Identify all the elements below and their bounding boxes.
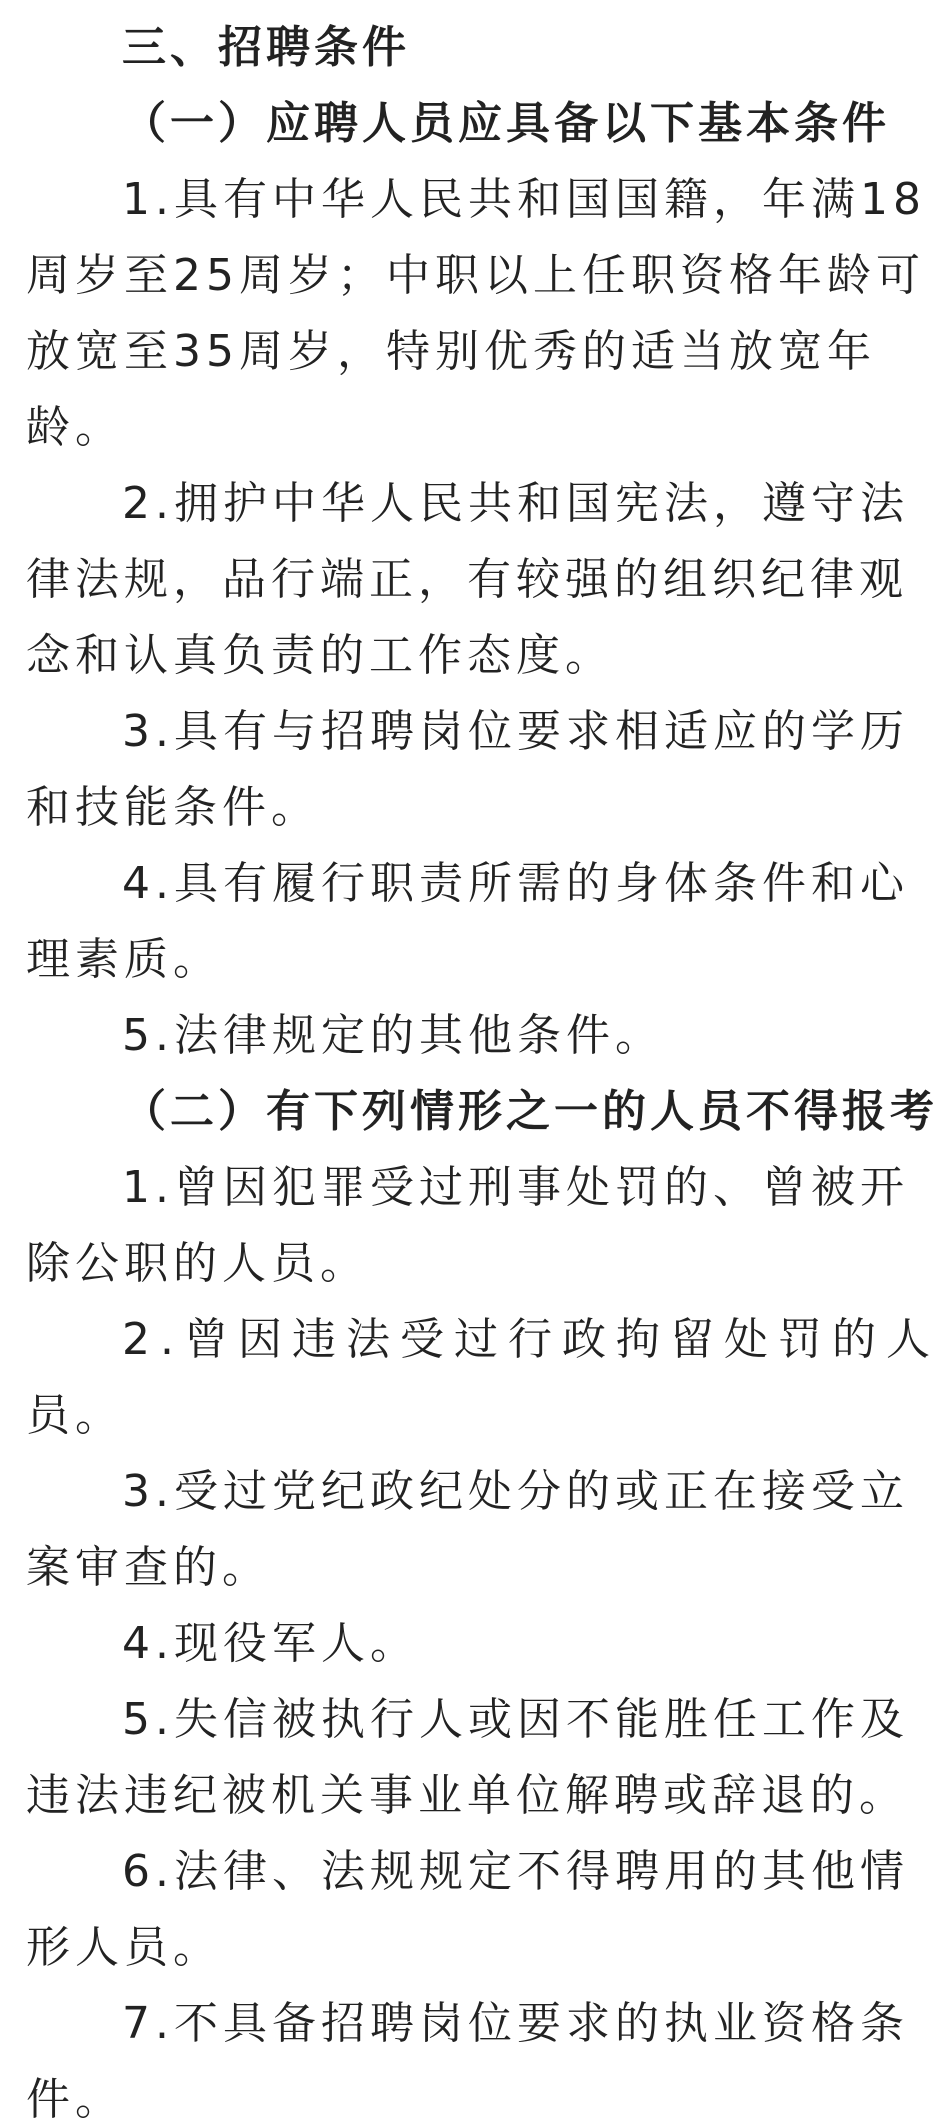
paragraph-line: 5.法律规定的其他条件。: [122, 1010, 664, 1061]
paragraph-line: 件。: [26, 2074, 124, 2122]
paragraph-line: 6.法律、法规规定不得聘用的其他情: [122, 1846, 909, 1897]
paragraph-line: 律法规，品行端正，有较强的组织纪律观: [26, 554, 908, 605]
paragraph-line: 4.现役军人。: [122, 1618, 419, 1669]
paragraph-line: 违法违纪被机关事业单位解聘或辞退的。: [26, 1770, 908, 1821]
subsection-1-title: （一）应聘人员应具备以下基本条件: [122, 98, 890, 149]
paragraph-line: 2.拥护中华人民共和国宪法，遵守法: [122, 478, 909, 529]
paragraph-line: 理素质。: [26, 934, 222, 985]
paragraph-line: 周岁至25周岁；中职以上任职资格年龄可: [26, 250, 925, 301]
paragraph-line: 7.不具备招聘岗位要求的执业资格条: [122, 1998, 909, 2049]
paragraph-line: 3.具有与招聘岗位要求相适应的学历: [122, 706, 909, 757]
paragraph-line: 员。: [26, 1390, 124, 1441]
paragraph-line: 除公职的人员。: [26, 1238, 369, 1289]
paragraph-line: 1.曾因犯罪受过刑事处罚的、曾被开: [122, 1162, 909, 1213]
paragraph-line: 和技能条件。: [26, 782, 320, 833]
paragraph-line: 5.失信被执行人或因不能胜任工作及: [122, 1694, 909, 1745]
paragraph-line: 龄。: [26, 402, 124, 453]
paragraph-line: 念和认真负责的工作态度。: [26, 630, 614, 681]
paragraph-line: 2.曾因违法受过行政拘留处罚的人: [122, 1314, 940, 1365]
paragraph-line: 形人员。: [26, 1922, 222, 1973]
section-title: 三、招聘条件: [122, 22, 410, 73]
paragraph-line: 放宽至35周岁，特别优秀的适当放宽年: [26, 326, 876, 377]
paragraph-line: 4.具有履行职责所需的身体条件和心: [122, 858, 909, 909]
subsection-2-title: （二）有下列情形之一的人员不得报考: [122, 1086, 938, 1137]
paragraph-line: 1.具有中华人民共和国国籍，年满18: [122, 174, 926, 225]
paragraph-line: 3.受过党纪政纪处分的或正在接受立: [122, 1466, 909, 1517]
paragraph-line: 案审查的。: [26, 1542, 271, 1593]
